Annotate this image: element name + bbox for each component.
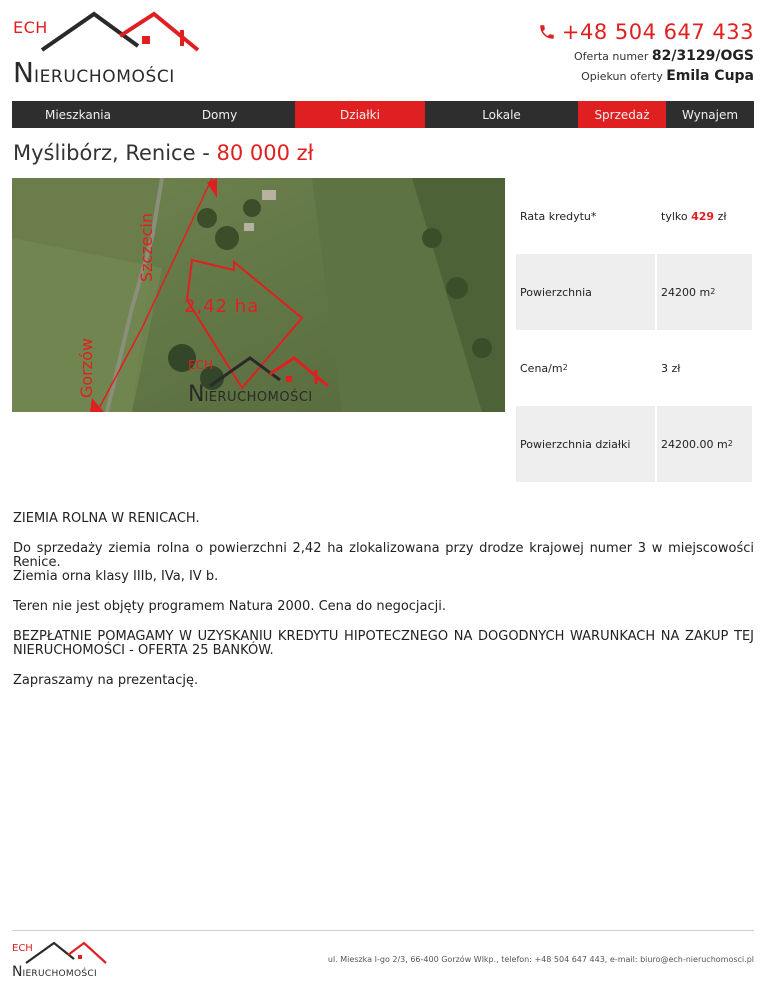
details-value: 24200.00 m 2 xyxy=(657,406,752,482)
description-paragraph: Zapraszamy na prezentację. xyxy=(13,673,199,688)
description-heading: ZIEMIA ROLNA W RENICACH. xyxy=(13,511,200,526)
details-row xyxy=(516,178,752,254)
footer-logo[interactable] xyxy=(12,941,112,981)
logo-ech-text: ECH xyxy=(13,18,48,37)
agent-name: Emila Cupa xyxy=(666,68,754,84)
footer-divider xyxy=(12,930,754,931)
details-row xyxy=(516,406,752,482)
nav-item-wynajem[interactable]: Wynajem xyxy=(681,107,739,122)
site-logo[interactable] xyxy=(12,10,202,89)
area-label: 2,42 ha xyxy=(184,296,260,317)
offer-number-line xyxy=(538,48,754,64)
watermark-brand-text: NIERUCHOMOŚCI xyxy=(188,382,313,407)
details-value: 24200 m 2 xyxy=(657,254,752,330)
contact-block xyxy=(538,20,754,84)
photo-watermark xyxy=(188,356,348,408)
details-value: tylko 429 zł xyxy=(661,209,727,223)
nav-item-mieszkania[interactable]: Mieszkania xyxy=(44,107,111,122)
details-label: Rata kredytu* xyxy=(520,209,597,223)
details-label: Powierzchnia xyxy=(516,254,655,330)
direction-north-label: Szczecin xyxy=(137,213,156,282)
listing-title xyxy=(13,141,314,165)
details-label: Powierzchnia działki xyxy=(516,406,655,482)
details-table xyxy=(516,178,752,482)
offer-number: 82/3129/OGS xyxy=(651,48,754,64)
watermark-ech-text: ECH xyxy=(188,358,213,372)
direction-south-label: Gorzów xyxy=(77,337,96,398)
description-paragraph: Do sprzedaży ziemia rolna o powierzchni 2,42 ha zlokalizowana przy drodze krajowej numer 3 w miejscowości Renice. Ziemia orna klasy IIIb, IVa, IV b. xyxy=(13,541,754,584)
main-nav xyxy=(12,101,754,128)
description-paragraph: Teren nie jest objęty programem Natura 2000. Cena do negocjacji. xyxy=(13,599,447,614)
nav-item-sprzedaz[interactable]: Sprzedaż xyxy=(578,101,666,128)
phone-line[interactable] xyxy=(538,20,754,44)
listing-price: 80 000 zł xyxy=(216,141,314,165)
listing-location: Myślibórz, Renice - xyxy=(13,141,210,165)
description-paragraph: BEZPŁATNIE POMAGAMY W UZYSKANIU KREDYTU HIPOTECZNEGO NA DOGODNYCH WARUNKACH NA ZAKUP TEJ NIERUCHOMOŚCI - OFERTA 25 BANKÓW. xyxy=(13,629,754,658)
logo-brand-text: NIERUCHOMOŚCI xyxy=(13,56,175,89)
listing-description xyxy=(13,512,754,704)
agent-line xyxy=(538,68,754,84)
details-label: Cena/m 2 xyxy=(520,361,568,375)
details-value: 3 zł xyxy=(661,361,681,375)
phone-icon xyxy=(538,23,556,41)
footer-address: ul. Mieszka I-go 2/3, 66-400 Gorzów Wlkp., telefon: +48 504 647 443, e-mail: biuro@ech-nieruchomosci.pl xyxy=(327,955,754,964)
installment-amount: 429 xyxy=(691,209,715,223)
footer-brand-text: NIERUCHOMOŚCI xyxy=(12,964,97,980)
phone-number: +48 504 647 433 xyxy=(561,20,754,44)
nav-item-domy[interactable]: Domy xyxy=(201,107,238,122)
nav-item-lokale[interactable]: Lokale xyxy=(482,107,521,122)
nav-item-dzialki[interactable]: Działki xyxy=(295,101,425,128)
agent-label: Opiekun oferty xyxy=(581,70,663,83)
footer-ech-text: ECH xyxy=(12,943,33,954)
details-row xyxy=(516,330,752,406)
offer-number-label: Oferta numer xyxy=(574,50,649,63)
details-row xyxy=(516,254,752,330)
aerial-photo[interactable] xyxy=(12,178,505,412)
